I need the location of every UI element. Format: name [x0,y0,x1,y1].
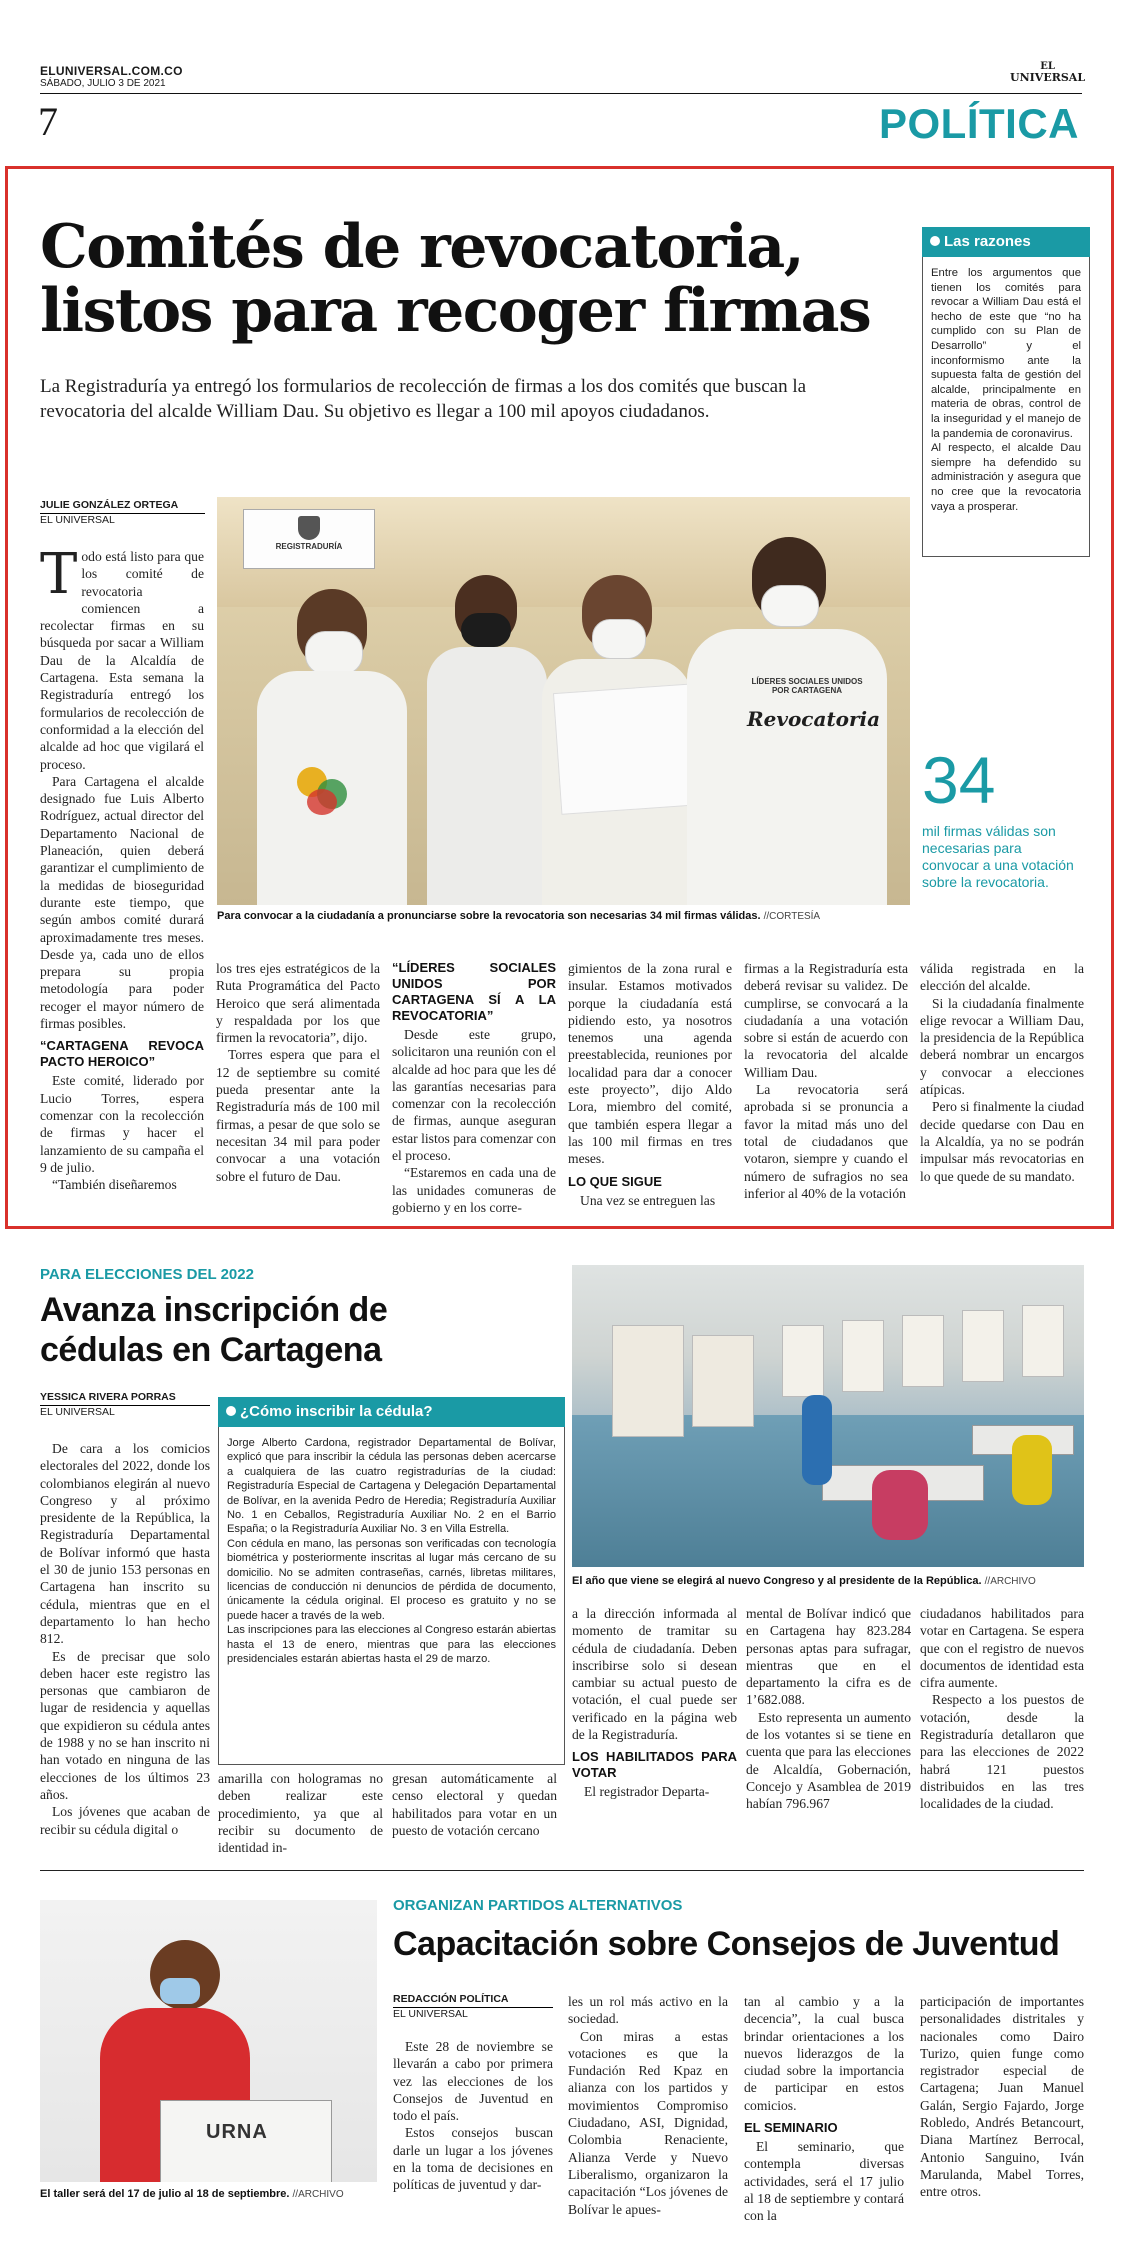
paragraph: De cara a los comicios electorales del 2022, donde los colombianos elegirán al nuevo Congreso y al próximo presidente de la República, la Registraduría Departamental de Bolívar informó que hasta el 30 de junio 153 personas en Cartagena han inscrito su cédula, mientras que en el departamento lo han hecho 812. [40,1441,210,1647]
info-box-header [218,1397,565,1427]
person [257,589,407,905]
youth-photo-caption [40,2188,380,2200]
headline [40,212,871,346]
paragraph: Pero si finalmente la ciudad decide quedarse con Dau en la Alcaldía, ya no se podrán impulsar más revocatorias en lo que quede de su mandato. [920,1099,1084,1184]
voting-booth [612,1325,684,1437]
site-url[interactable]: ELUNIVERSAL.COM.CO [40,64,183,78]
shirt-script: Revocatoria [747,707,881,731]
sidebar-body [922,257,1090,557]
sidebar-title: Las razones [944,233,1031,250]
byline-author: YESSICA RIVERA PORRAS [40,1391,210,1406]
paragraph: Los jóvenes que acaban de recibir su cédula digital o [40,1804,210,1837]
paragraph: Este comité, liderado por Lucio Torres, espera comenzar con la recolección de firmas y hacer el lanzamiento de su campaña el 9 de julio. [40,1073,204,1175]
body-column [920,1605,1084,1813]
sidebar-paragraph: Al respecto, el alcalde Dau siempre ha defendido su administración y asegura que no cree que la revocatoria vaya a prosperar. [931,442,1081,513]
paragraph: Una vez se entreguen las [580,1192,716,1208]
body-column [568,960,732,1209]
deck: La Registraduría ya entregó los formularios de recolección de firmas a los dos comités que buscan la revocatoria del alcalde William Dau. Su objetivo es llegar a 100 mil apoyos ciudadanos. [40,376,807,422]
byline-author: REDACCIÓN POLÍTICA [393,1993,553,2008]
kicker: PARA ELECCIONES DEL 2022 [40,1266,254,1283]
caption-text: El año que viene se elegirá al nuevo Congreso y al presidente de la República. [572,1575,982,1587]
body-column [40,542,204,1193]
edition-date: SÁBADO, JULIO 3 DE 2021 [40,78,166,89]
paragraph: La revocatoria será aprobada si se pronuncia a favor la mitad más uno del total de ciudadanos que votaron, siempre y cuando el número de sufragios no sea inferior al 40% de la votación [744,1082,908,1201]
mask [160,1978,200,2004]
paragraph: Para Cartagena el alcalde designado fue Luis Alberto Rodríguez, actual director del Departamento Nacional de Planeación, quien deberá garantizar el cumplimiento de la medidas de bioseguridad durante este tiempo, que según ambos comité durará aproximadamente tres meses. Desde ya, cada uno de ellos prepara su propia metodología para poder recoger el mayor número de firmas posibles. [40,773,204,1032]
body-column [218,1770,383,1856]
paragraph: les un rol más activo en la sociedad. [568,1994,728,2027]
paragraph: Desde este grupo, solicitaron una reunión con el alcalde ad hoc para que les dé las garantías necesarias para comenzar con la recolección de firmas, aunque aseguran estar listos para comenzar con el proceso. [392,1027,556,1164]
bullet-icon [226,1406,236,1416]
voting-photo [572,1265,1084,1567]
subhead: “CARTAGENA REVOCA PACTO HEROICO” [40,1038,204,1070]
voting-photo-caption [572,1575,1092,1587]
paragraph: Con miras a estas votaciones es que la Fundación Red Kpaz en alianza con los partidos y movimientos Compromiso Ciudadano, ASI, Dignidad, Colombia Renaciente, Alianza Verde y Nuevo Liberalismo, organizaron la capacitación “Los jóvenes de Bolívar le apues- [568,2028,728,2217]
masthead-rule [40,93,1082,94]
paragraph: gimientos de la zona rural e insular. Estamos motivados porque la ciudadanía está pidiendo esto, ya nosotros tenemos una agenda preestablecida, reuniones por localidad para dar a conocer este proyecto”, dijo Aldo Lora, miembro del comité, que también espera llegar a las 100 mil firmas en tres meses. [568,961,732,1167]
section-divider [40,1870,1084,1871]
bullet-icon [930,236,940,246]
voting-booth [842,1320,884,1392]
sidebar-header [922,227,1090,257]
voting-booth [962,1310,1004,1382]
logo [1010,62,1085,84]
person [872,1470,928,1540]
paragraph: Torres espera que para el 12 de septiembre su comité pueda presentar ante la Registraduría más de 100 mil firmas, a pesar de que solo se necesitan 34 mil para poder convocar a una votación sobre el futuro de Dau. [216,1047,380,1184]
byline-author: JULIE GONZÁLEZ ORTEGA [40,499,205,514]
paragraph: Estos consejos buscan darle un lugar a los jóvenes en la toma de decisiones en políticas de juventud y dar- [393,2125,553,2193]
body-column [40,1440,210,1838]
paragraph: Es de precisar que solo deben hacer este registro las personas que cambiaron de lugar de residencia y aquellas que expidieron su cédula antes de 1988 y no se han inscrito ni han votado en ninguna de las elecciones de los últimos 23 años. [40,1648,210,1802]
paragraph: Este 28 de noviembre se llevarán a cabo por primera vez las elecciones de los Consejos de Juventud en todo el país. [393,2039,553,2124]
stat-number: 34 [922,743,996,817]
info-paragraph: Jorge Alberto Cardona, registrador Departamental de Bolívar, explicó que para inscribir la cédula las personas deben acercarse a cualquiera de las cuatro registradurías de la ciudad: Registraduría Especial de Cartagena y Delegación Departamental de Bolívar, en la avenida Pedro de Heredia; Registraduría Auxiliar No. 1 en Ceballos, Registraduría Auxiliar No. 2 en el Barrio España; o la Registraduría Auxiliar No. 3 en Villa Estrella. [227,1437,556,1536]
info-box-title: ¿Cómo inscribir la cédula? [240,1403,433,1420]
headline [40,1290,387,1370]
subhead: EL SEMINARIO [744,2120,838,2136]
logo-top: EL [1040,61,1055,72]
subhead: LOS HABILITADOS PARA VOTAR [572,1749,737,1781]
ballot-box [160,2100,332,2182]
kicker: ORGANIZAN PARTIDOS ALTERNATIVOS [393,1897,683,1914]
headline-line: listos para recoger firmas [40,276,871,346]
body-column [744,960,908,1202]
body-column [920,960,1084,1185]
logo-bottom: UNIVERSAL [1010,71,1086,84]
paragraph: gresan automáticamente al censo electoral y quedan habilitados para votar en un puesto de votación cercano [392,1771,557,1838]
body-column [744,1993,904,2225]
dropcap: T [40,542,78,607]
sidebar-paragraph: Entre los argumentos que tienen los comités para revocar a William Dau está el hecho de este que “no ha cumplido con su Plan de Desarrollo” y el inconformismo ante la supuesta falta de gestión del alcalde, principalmente en materia de obras, control de la inseguridad y el manejo de la pandemia de coronavirus. [931,267,1081,440]
paragraph: odo está listo para que los comité de revocatoria comiencen a recolectar firmas en su búsqueda por sacar a William Dau de la Alcaldía de Cartagena. Esta semana la Registraduría entregó los formularios de recolección de conformidad a la elección del alcalde ad hoc que vigilará el proceso. [40,549,204,772]
info-paragraph: Las inscripciones para las elecciones al Congreso estarán abiertas hasta el 13 de enero, mientras que para las elecciones presidenciales estarán abiertas hasta el 29 de marzo. [227,1624,556,1666]
page-number: 7 [38,99,58,144]
body-column [920,1993,1084,2201]
lead-photo [217,497,910,905]
shield-icon [298,516,320,540]
body-column [216,960,380,1185]
paragraph: válida registrada en la elección del alcalde. [920,961,1084,994]
paragraph: tan al cambio y a la decencia”, la cual busca brindar orientaciones a los nuevos liderazgos de la ciudad sobre la importancia de participar en estos comicios. [744,1994,904,2113]
person [802,1395,832,1485]
paragraph: a la dirección informada al momento de tramitar su cédula de ciudadanía. Deben inscribirse solo si desean cambiar su actual puesto de votación, el cual puede ser verificado en la página web de la Registraduría. [572,1606,737,1743]
caption-text: Para convocar a la ciudadanía a pronunciarse sobre la revocatoria son necesarias 34 mil firmas válidas. [217,910,761,922]
info-box-body [218,1427,565,1765]
paragraph: participación de importantes personalidades distritales y nacionales como Dairo Turizo, quien funge como registrador especial de Cartagena; Juan Manuel Galán, Sergio Fajardo, Jorge Robledo, Andrés Betancourt, Diana Martínez Berrocal, Antonio Sanguino, Iván Marulanda, Mabel Torres, entre otros. [920,1994,1084,2200]
paragraph: Respecto a los puestos de votación, desde la Registraduría detallaron que para las elecciones de 2022 habrá 121 puestos distribuidos en las tres localidades de la ciudad. [920,1692,1084,1812]
voting-booth [902,1315,944,1387]
paragraph: “Estaremos en cada una de las unidades comuneras de gobierno y en los corre- [392,1165,556,1215]
paragraph: firmas a la Registraduría esta deberá revisar su validez. De cumplirse, se convocará a la ciudadanía a una votación sobre si están de acuerdo con la revocatoria del alcalde William Dau. [744,961,908,1080]
voting-booth [692,1335,754,1427]
paragraph: El seminario, que contempla diversas actividades, será el 17 julio al 18 de septiembre y contará con la [744,2139,904,2224]
voting-booth [1022,1305,1064,1377]
voting-booth [782,1325,824,1397]
body-column [392,1770,557,1839]
ballot-box-label: URNA [206,2121,268,2143]
info-box [218,1397,565,1765]
byline-outlet: EL UNIVERSAL [40,514,115,526]
photo-credit: //ARCHIVO [984,1576,1036,1587]
paragraph: los tres ejes estratégicos de la Ruta Programática del Pacto Heroico que será alimentada y respaldada por los que firmen la revocatoria”, dijo. [216,961,380,1046]
sidebar-box [922,227,1090,577]
caption-text: El taller será del 17 de julio al 18 de septiembre. [40,2188,290,2200]
paragraph: “También diseñaremos [52,1177,177,1193]
sign [243,509,375,569]
paragraph: amarilla con hologramas no deben realizar este procedimiento, ya que al recibir su documento de identidad in- [218,1771,383,1856]
headline: Capacitación sobre Consejos de Juventud [393,1925,1060,1963]
paragraph: ciudadanos habilitados para votar en Cartagena. Se espera que con el registro de nuevos documentos de identidad esta cifra aumente. [920,1606,1084,1691]
byline [40,1391,210,1419]
body-column [392,960,556,1216]
lead-photo-caption [217,910,917,922]
headline-line: cédulas en Cartagena [40,1331,382,1369]
person [1012,1435,1052,1505]
paragraph: Si la ciudadanía finalmente elige revocar a William Dau, la presidencia de la República deberá nombrar un encargos y convocar a elecciones atípicas. [920,995,1084,1098]
body-column [393,2038,553,2194]
photo-credit: //ARCHIVO [292,2189,344,2200]
sign-text: REGISTRADURÍA [275,542,343,551]
youth-photo [40,1900,377,2182]
photo-credit: //CORTESÍA [763,911,821,922]
shirt-logo [297,767,367,817]
info-paragraph: Con cédula en mano, las personas son verificadas con tecnología biométrica y posteriormente inscritas al lugar más cercano de su domicilio. No se admiten contraseñas, carnés, libretas militares, licencias de conducción ni denuncios de pérdida de documento, únicamente la cédula original. El proceso es gratuito y no se puede hacer a través de la web. [227,1537,556,1622]
paragraph: mental de Bolívar indicó que en Cartagena hay 823.284 personas aptas para sufragar, mientras que en el departamento la cifra es de 1’682.088. [746,1606,911,1708]
subhead: “LÍDERES SOCIALES UNIDOS POR CARTAGENA SÍ A LA REVOCATORIA” [392,960,556,1023]
byline-outlet: EL UNIVERSAL [393,2008,468,2020]
person [687,537,887,905]
paragraph: Esto representa un aumento de los votantes si se tiene en cuenta que para las elecciones de Alcaldía, Gobernación, Concejo y Asamblea de 2019 habían 796.967 [746,1709,911,1812]
person [427,575,547,905]
subhead: LO QUE SIGUE [568,1173,662,1189]
headline-line: Avanza inscripción de [40,1291,388,1329]
byline [393,1993,553,2021]
body-column [568,1993,728,2218]
shirt-text: LÍDERES SOCIALES UNIDOS POR CARTAGENA [751,677,863,695]
byline [40,499,205,527]
stat-text: mil firmas válidas son necesarias para convocar a una votación sobre la revocatoria. [922,823,1074,890]
byline-outlet: EL UNIVERSAL [40,1406,115,1418]
paragraph: El registrador Departa- [584,1784,710,1800]
body-column [572,1605,737,1801]
section-title: POLÍTICA [879,100,1079,147]
headline-line: Comités de revocatoria, [40,212,804,282]
body-column [746,1605,911,1813]
